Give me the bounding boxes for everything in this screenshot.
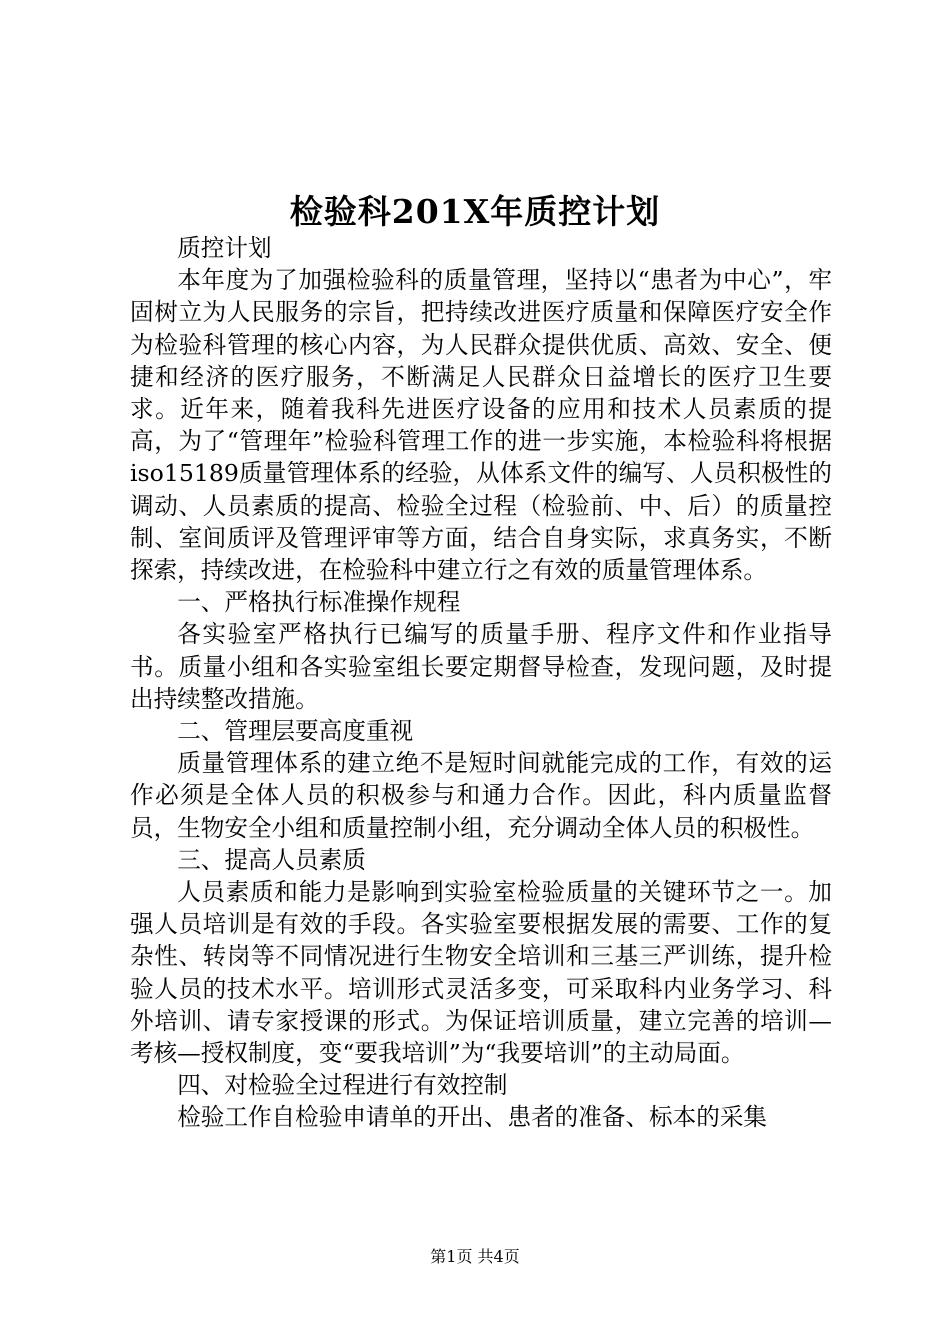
paragraph: 各实验室严格执行已编写的质量手册、程序文件和作业指导书。质量小组和各实验室组长要定期督导检查，发现问题，及时提出持续整改措施。 [130,620,832,713]
paragraph: 人员素质和能力是影响到实验室检验质量的关键环节之一。加强人员培训是有效的手段。各实验室要根据发展的需要、工作的复杂性、转岗等不同情况进行生物安全培训和三基三严训练，提升检验人员的技术水平。培训形式灵活多变，可采取科内业务学习、科外培训、请专家授课的形式。为保证培训质量，建立完善的培训—考核—授权制度，变“要我培训”为“我要培训”的主动局面。 [130,878,832,1068]
document-title: 检验科201X年质控计划 [289,192,661,231]
section-heading: 三、提高人员素质 [177,845,366,874]
paragraph: 本年度为了加强检验科的质量管理，坚持以“患者为中心”，牢固树立为人民服务的宗旨，把持续改进医疗质量和保障医疗安全作为检验科管理的核心内容，为人民群众提供优质、高效、安全、便捷和经济的医疗服务，不断满足人民群众日益增长的医疗卫生要求。近年来，随着我科先进医疗设备的应用和技术人员素质的提高，为了“管理年”检验科管理工作的进一步实施，本检验科将根据iso15189质量管理体系的经验，从体系文件的编写、人员积极性的调动、人员素质的提高、检验全过程（检验前、中、后）的质量控制、室间质评及管理评审等方面，结合自身实际，求真务实，不断探索，持续改进，在检验科中建立行之有效的质量管理体系。 [130,266,832,585]
paragraph: 质控计划 [177,234,272,262]
page-footer: 第1页 共4页 [430,1247,520,1266]
section-heading: 四、对检验全过程进行有效控制 [177,1071,508,1100]
document-body [130,232,832,1134]
section-heading: 一、严格执行标准操作规程 [177,588,461,617]
section-heading: 二、管理层要高度重视 [177,717,414,746]
paragraph: 质量管理体系的建立绝不是短时间就能完成的工作，有效的运作必须是全体人员的积极参与和通力合作。因此，科内质量监督员，生物安全小组和质量控制小组，充分调动全体人员的积极性。 [130,749,832,842]
paragraph: 检验工作自检验申请单的开出、患者的准备、标本的采集 [177,1103,768,1132]
